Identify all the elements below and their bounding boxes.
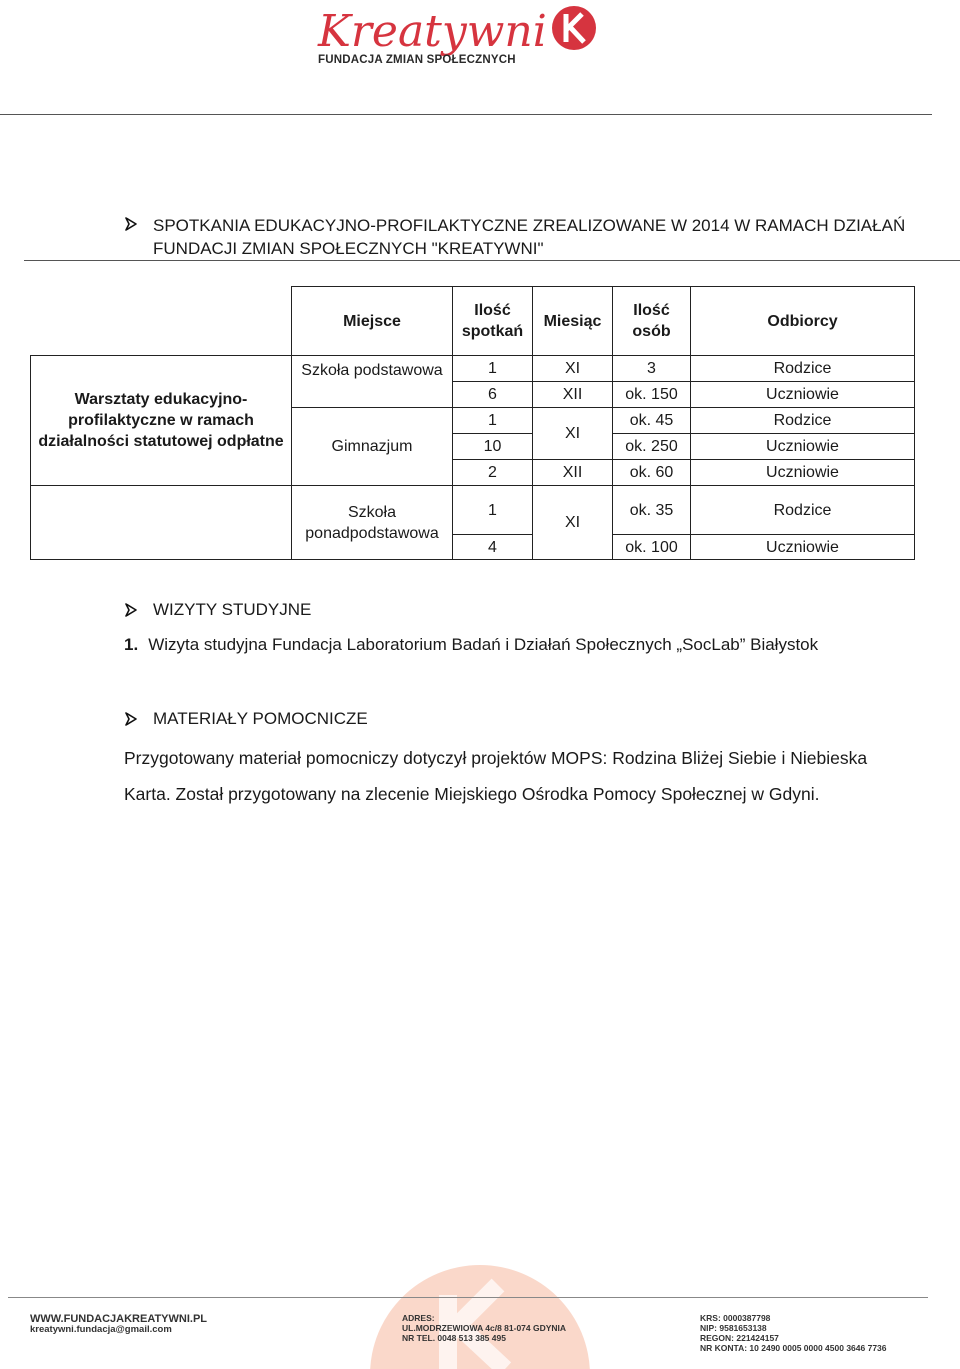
header-audience: Odbiorcy: [691, 287, 915, 356]
item-number: 1.: [124, 635, 139, 654]
cell-meetings: 4: [453, 535, 533, 560]
place-secondary-school: Szkoła ponadpodstawowa: [292, 486, 453, 560]
cell-audience: Rodzice: [691, 486, 915, 535]
category-cell: Warsztaty edukacyjno- profilaktyczne w ramach działalności statutowej odpłatne: [31, 356, 292, 486]
header-people: Ilość osób: [613, 287, 691, 356]
section-title: WIZYTY STUDYJNE: [153, 600, 312, 619]
cell-meetings: 10: [453, 434, 533, 460]
cell-audience: Uczniowie: [691, 535, 915, 560]
cell-people: ok. 250: [613, 434, 691, 460]
table-row: [31, 486, 915, 535]
cell-people: 3: [613, 356, 691, 382]
cell-meetings: 1: [453, 408, 533, 434]
arrow-bullet-icon: [124, 217, 138, 231]
table-header-row: [31, 287, 915, 356]
header-place: Miejsce: [292, 287, 453, 356]
section-title-line2: FUNDACJI ZMIAN SPOŁECZNYCH "KREATYWNI": [153, 239, 544, 258]
footer-divider: [8, 1297, 928, 1298]
cell-people: ok. 60: [613, 460, 691, 486]
footer-k-watermark: [330, 1255, 630, 1369]
section-divider: [24, 260, 960, 261]
footer-address: ADRES: UL.MODRZEWIOWA 4c/8 81-074 GDYNIA NR TEL. 0048 513 385 495: [402, 1313, 567, 1343]
section-heading-study-visits: [124, 600, 311, 620]
cell-audience: Uczniowie: [691, 382, 915, 408]
study-visit-item: [124, 635, 818, 655]
cell-audience: Rodzice: [691, 408, 915, 434]
arrow-bullet-icon: [124, 712, 138, 726]
cell-audience: Uczniowie: [691, 434, 915, 460]
meetings-table: [30, 286, 915, 560]
cell-month: XII: [533, 460, 613, 486]
footer-email: kreatywni.fundacja@gmail.com: [30, 1324, 172, 1335]
cell-people: ok. 150: [613, 382, 691, 408]
section-title-line1: SPOTKANIA EDUKACYJNO-PROFILAKTYCZNE ZREALIZOWANE W 2014 W RAMACH DZIAŁAŃ: [153, 216, 906, 235]
cell-people: ok. 100: [613, 535, 691, 560]
cell-month: XI: [533, 356, 613, 382]
cell-people: ok. 35: [613, 486, 691, 535]
cell-people: ok. 45: [613, 408, 691, 434]
table-row: [31, 356, 915, 382]
place-primary-school: Szkoła podstawowa: [292, 356, 453, 408]
cell-meetings: 2: [453, 460, 533, 486]
cell-month: XI: [533, 486, 613, 560]
cell-meetings: 1: [453, 486, 533, 535]
header-meetings: Ilość spotkań: [453, 287, 533, 356]
category-blank-cell: [31, 486, 292, 560]
cell-audience: Rodzice: [691, 356, 915, 382]
section-title: MATERIAŁY POMOCNICZE: [153, 709, 368, 728]
header-blank-cell: [31, 287, 292, 356]
cell-month: XII: [533, 382, 613, 408]
item-text: Wizyta studyjna Fundacja Laboratorium Badań i Działań Społecznych „SocLab” Białystok: [148, 635, 819, 654]
logo-wordmark: Kreatywni: [318, 6, 547, 57]
cell-meetings: 6: [453, 382, 533, 408]
header-divider: [0, 114, 932, 115]
section-heading-meetings: [124, 214, 924, 260]
header-month: Miesiąc: [533, 287, 613, 356]
arrow-bullet-icon: [124, 603, 138, 617]
cell-meetings: 1: [453, 356, 533, 382]
kreatywni-logo: [300, 0, 620, 80]
cell-month: XI: [533, 408, 613, 460]
foundation-name: FUNDACJA ZMIAN SPOŁECZNYCH: [318, 54, 516, 66]
cell-audience: Uczniowie: [691, 460, 915, 486]
section-heading-materials: [124, 709, 368, 729]
footer-registration: KRS: 0000387798 NIP: 9581653138 REGON: 221424157 NR KONTA: 10 2490 0005 0000 4500 3646 7736: [700, 1313, 887, 1353]
materials-paragraph: Przygotowany materiał pomocniczy dotyczył projektów MOPS: Rodzina Bliżej Siebie i Niebieska Karta. Został przygotowany na zlecenie Miejskiego Ośrodka Pomocy Społecznej w Gdyni.: [124, 748, 868, 804]
place-middle-school: Gimnazjum: [292, 408, 453, 486]
footer-website: WWW.FUNDACJAKREATYWNI.PL: [30, 1313, 207, 1325]
